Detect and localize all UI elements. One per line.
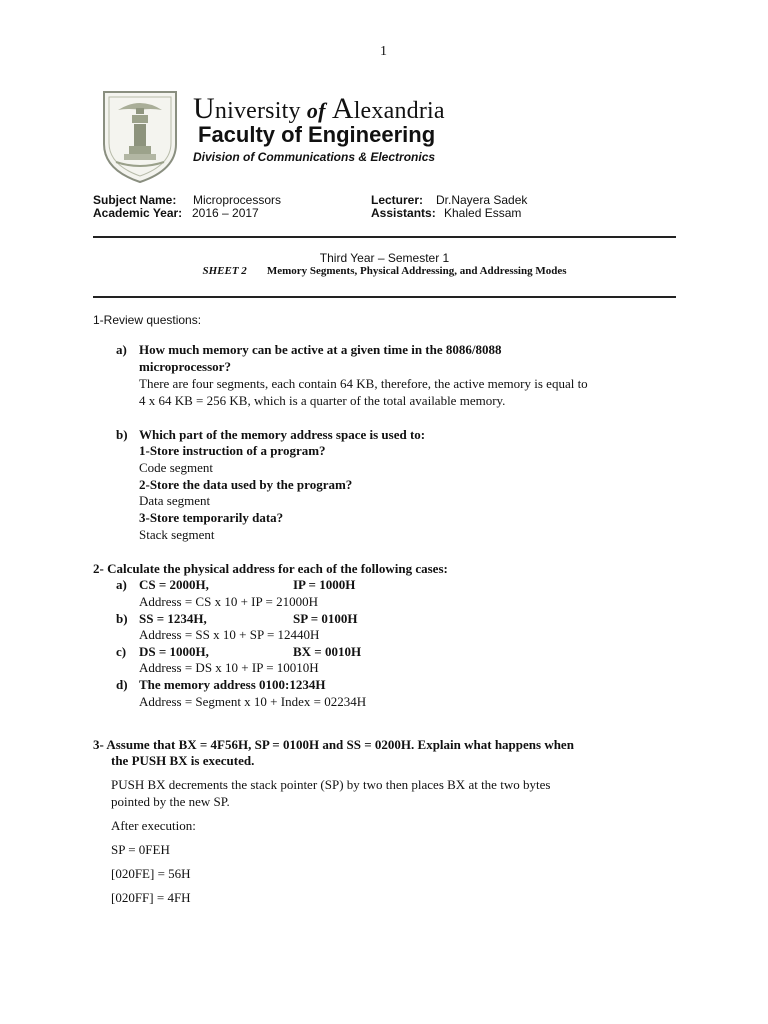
lecturer-label: Lecturer:: [371, 193, 424, 207]
section3-mem1: [020FE] = 56H: [111, 866, 191, 881]
q1b-sub3: 3-Store temporarily data?: [139, 510, 284, 525]
case-c-right: BX = 0010H: [293, 644, 362, 659]
subject-label: Subject Name:: [93, 193, 177, 207]
case-a-letter: a): [116, 577, 127, 592]
subject-value: Microprocessors: [193, 193, 282, 207]
title-niversity: niversity: [214, 98, 301, 124]
q1a-line1: How much memory can be active at a given time in the 8086/8088: [139, 342, 502, 357]
semester-line: Third Year – Semester 1: [319, 251, 450, 265]
case-d-answer: Address = Segment x 10 + Index = 02234H: [139, 694, 367, 709]
sheet-label: SHEET 2: [202, 265, 247, 277]
case-a-left: CS = 2000H,: [139, 577, 209, 592]
q1b-sub2: 2-Store the data used by the program?: [139, 477, 353, 492]
case-b-letter: b): [116, 611, 128, 626]
division-title: Division of Communications & Electronics: [193, 150, 436, 164]
case-d-left: The memory address 0100:1234H: [139, 677, 326, 692]
year-label: Academic Year:: [93, 206, 183, 220]
title-of: of: [306, 98, 326, 123]
assistants-label: Assistants:: [371, 206, 436, 220]
a1a-line2: 4 x 64 KB = 256 KB, which is a quarter of the total available memory.: [139, 393, 506, 408]
q1a-line2: microprocessor?: [139, 359, 231, 374]
case-c-letter: c): [116, 644, 127, 659]
case-c-answer: Address = DS x 10 + IP = 10010H: [139, 660, 319, 675]
lecturer-value: Dr.Nayera Sadek: [436, 193, 528, 207]
assistants-value: Khaled Essam: [444, 206, 522, 220]
page-number: 1: [380, 44, 387, 59]
divider-top: [93, 236, 676, 238]
divider-bottom: [93, 296, 676, 298]
year-value: 2016 – 2017: [192, 206, 259, 220]
title-initial-u: U: [193, 92, 215, 125]
case-a-right: IP = 1000H: [293, 577, 356, 592]
a1b-sub2: Data segment: [139, 493, 211, 508]
section3-mem2: [020FF] = 4FH: [111, 890, 191, 905]
title-lexandria: lexandria: [353, 98, 445, 124]
title-initial-a: A: [331, 92, 354, 125]
section3-after: After execution:: [111, 818, 196, 833]
lecturer-row: [371, 193, 423, 207]
case-b-left: SS = 1234H,: [139, 611, 207, 626]
sheet-title-line: [93, 265, 676, 277]
section1-heading: 1-Review questions:: [93, 313, 202, 327]
case-d-letter: d): [116, 677, 128, 692]
subject-row: [93, 193, 176, 207]
a1b-sub3: Stack segment: [139, 527, 215, 542]
year-row: [93, 206, 182, 220]
q1b-letter: b): [116, 427, 128, 442]
case-b-right: SP = 0100H: [293, 611, 358, 626]
case-b-answer: Address = SS x 10 + SP = 12440H: [139, 627, 320, 642]
q1a-letter: a): [116, 342, 127, 357]
q1b-sub1: 1-Store instruction of a program?: [139, 443, 326, 458]
section3-heading-line1: 3- Assume that BX = 4F56H, SP = 0100H and SS = 0200H. Explain what happens when: [93, 737, 574, 752]
sheet-title: Memory Segments, Physical Addressing, and Addressing Modes: [266, 265, 567, 277]
case-c-left: DS = 1000H,: [139, 644, 209, 659]
faculty-title: Faculty of Engineering: [198, 122, 436, 147]
assistants-row: [371, 206, 436, 220]
case-a-answer: Address = CS x 10 + IP = 21000H: [139, 594, 318, 609]
section3-para-line1: PUSH BX decrements the stack pointer (SP) by two then places BX at the two bytes: [111, 777, 551, 792]
university-title: [193, 92, 445, 126]
q1b-question: Which part of the memory address space is used to:: [139, 427, 426, 442]
section3-sp: SP = 0FEH: [111, 842, 170, 857]
university-seal-icon: [98, 88, 182, 184]
section3-para-line2: pointed by the new SP.: [111, 794, 230, 809]
a1b-sub1: Code segment: [139, 460, 214, 475]
section3-heading-line2: the PUSH BX is executed.: [111, 753, 255, 768]
a1a-line1: There are four segments, each contain 64 KB, therefore, the active memory is equal to: [139, 376, 588, 391]
section2-heading: 2- Calculate the physical address for each of the following cases:: [93, 561, 448, 576]
